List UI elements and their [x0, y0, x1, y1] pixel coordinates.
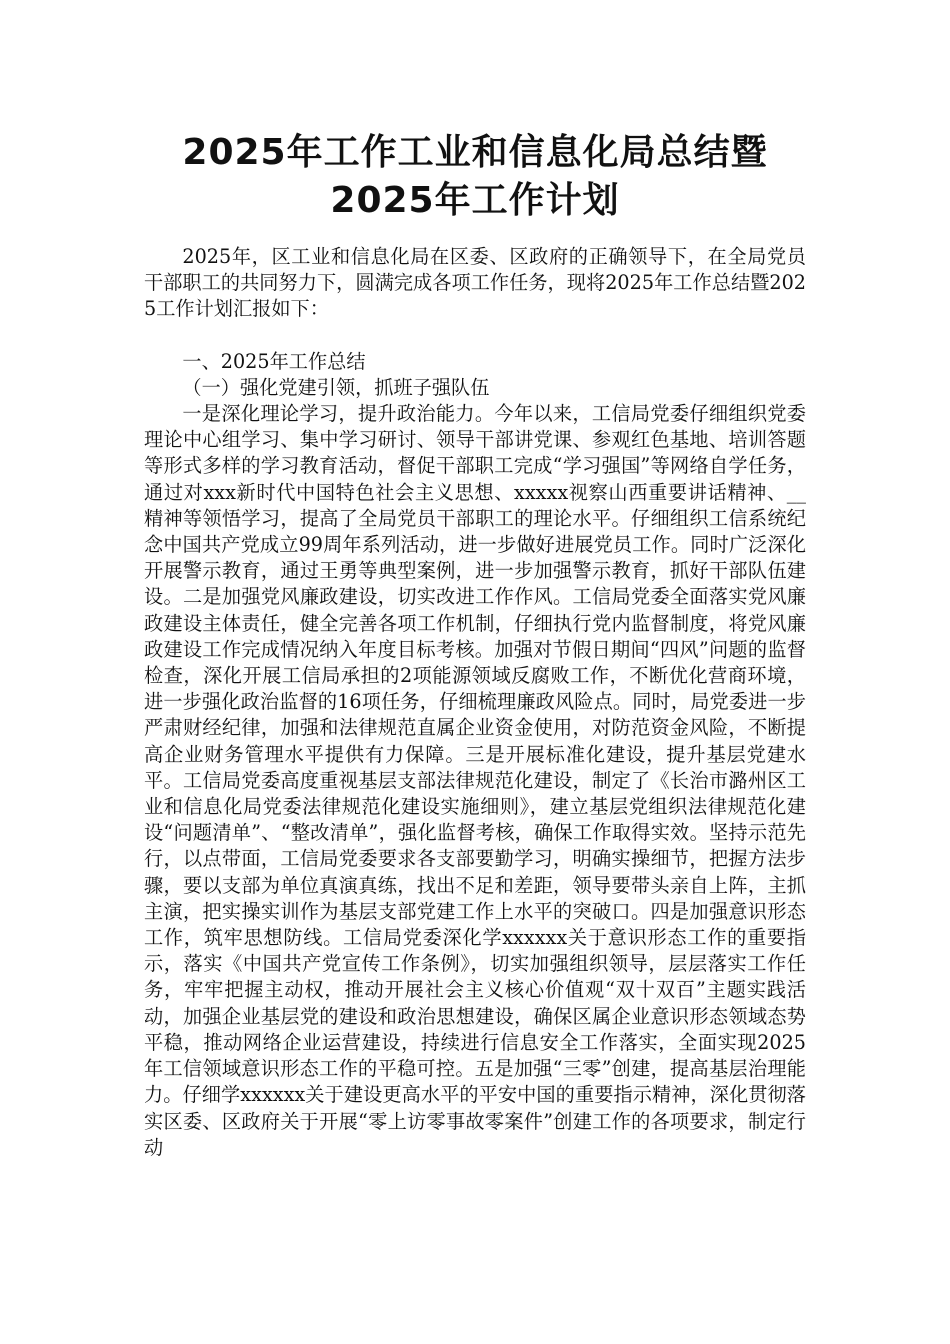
body-paragraph: 一是深化理论学习，提升政治能力。今年以来，工信局党委仔细组织党委理论中心组学习、集中学习研讨、领导干部讲党课、参观红色基地、培训答题等形式多样的学习教育活动，督促干部职工完成“学习强国”等网络自学任务，通过对xxx新时代中国特色社会主义思想、xxxxx视察山西重要讲话精神、__精神等领悟学习，提高了全局党员干部职工的理论水平。仔细组织工信系统纪念中国共产党成立99周年系列活动，进一步做好进展党员工作。同时广泛深化开展警示教育，通过王勇等典型案例，进一步加强警示教育，抓好干部队伍建设。二是加强党风廉政建设，切实改进工作作风。工信局党委全面落实党风廉政建设主体责任，健全完善各项工作机制，仔细执行党内监督制度，将党风廉政建设工作完成情况纳入年度目标考核。加强对节假日期间“四风”问题的监督检查，深化开展工信局承担的2项能源领域反腐败工作，不断优化营商环境，进一步强化政治监督的16项任务，仔细梳理廉政风险点。同时，局党委进一步严肃财经纪律，加强和法律规范直属企业资金使用，对防范资金风险，不断提高企业财务管理水平提供有力保障。三是开展标准化建设，提升基层党建水平。工信局党委高度重视基层支部法律规范化建设，制定了《长治市潞州区工业和信息化局党委法律规范化建设实施细则》，建立基层党组织法律规范化建设“问题清单”、“整改清单”，强化监督考核，确保工作取得实效。坚持示范先行，以点带面，工信局党委要求各支部要勤学习，明确实操细节，把握方法步骤，要以支部为单位真演真练，找出不足和差距，领导要带头亲自上阵，主抓主演，把实操实训作为基层支部党建工作上水平的突破口。四是加强意识形态工作，筑牢思想防线。工信局党委深化学xxxxxx关于意识形态工作的重要指示，落实《中国共产党宣传工作条例》，切实加强组织领导，层层落实工作任务，牢牢把握主动权，推动开展社会主义核心价值观“双十双百”主题实践活动，加强企业基层党的建设和政治思想建设，确保区属企业意识形态领域态势平稳，推动网络企业运营建设，持续进行信息安全工作落实，全面实现2025年工信领域意识形态工作的平稳可控。五是加强“三零”创建，提高基层治理能力。仔细学xxxxxx关于建设更高水平的平安中国的重要指示精神，深化贯彻落实区委、区政府关于开展“零上访零事故零案件”创建工作的各项要求，制定行动: [144, 402, 806, 1159]
document-body: [144, 244, 806, 1161]
intro-paragraph: 2025年，区工业和信息化局在区委、区政府的正确领导下，在全局党员干部职工的共同努力下，圆满完成各项工作任务，现将2025年工作总结暨2025工作计划汇报如下：: [144, 245, 806, 321]
subsection-heading: （一）强化党建引领，抓班子强队伍: [182, 375, 490, 399]
document-title-line2: 2025年工作计划: [330, 180, 620, 221]
document-title-line1: 2025年工作工业和信息化局总结暨: [182, 132, 768, 173]
section-heading: 一、2025年工作总结: [182, 349, 366, 373]
